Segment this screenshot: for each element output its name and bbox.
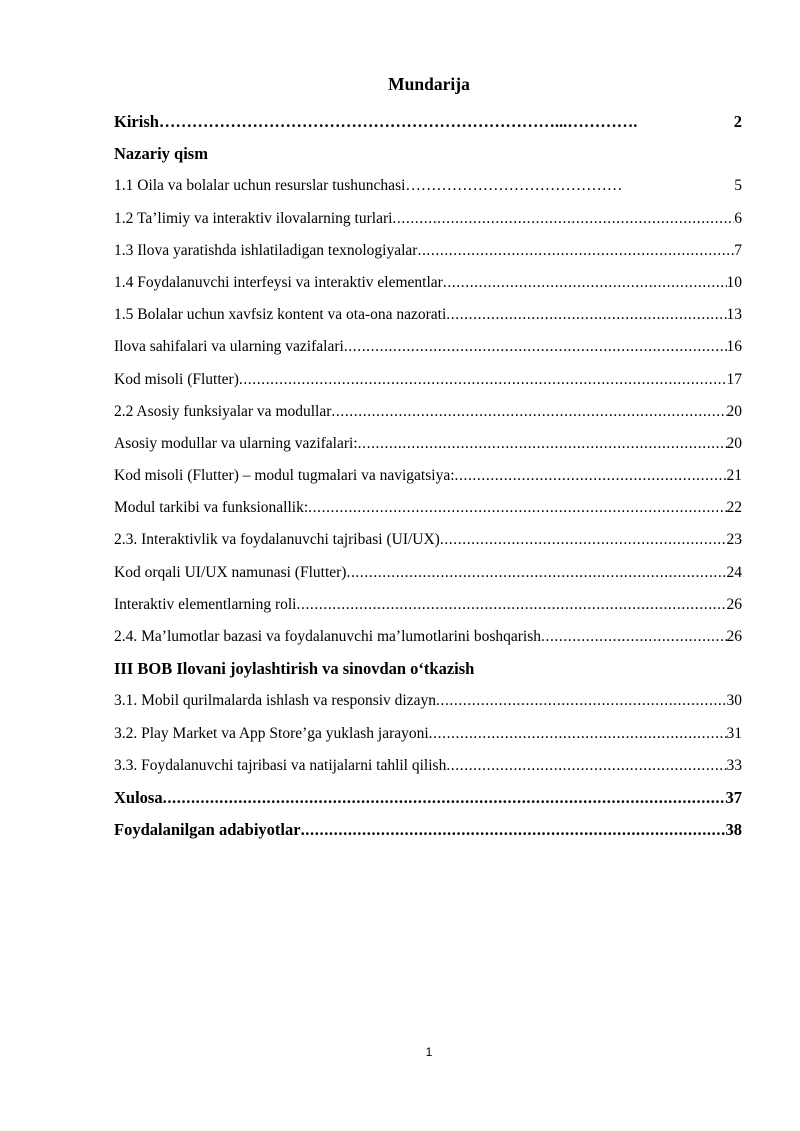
toc-entry-page: 2: [733, 112, 742, 131]
toc-entry-label: Kod misoli (Flutter) – modul tugmalari va navigatsiya:: [114, 467, 455, 485]
toc-entry[interactable]: [114, 299, 742, 331]
toc-entry[interactable]: [114, 170, 742, 202]
toc-dot-leader: [344, 331, 727, 363]
toc-entry-page: 6: [734, 209, 742, 227]
toc-entry[interactable]: [114, 524, 742, 556]
toc-entry[interactable]: [114, 460, 742, 492]
toc-entry-page: 23: [726, 531, 742, 549]
toc-entry-label: III BOB Ilovani joylashtirish va sinovdan o‘tkazish: [114, 659, 475, 679]
toc-entry[interactable]: [114, 782, 742, 814]
toc-dot-leader: [417, 235, 734, 267]
toc-entry-label: Modul tarkibi va funksionallik:: [114, 499, 309, 517]
toc-entry-page: 38: [725, 820, 742, 840]
toc-dot-leader: [358, 428, 727, 460]
toc-entry-page: 5: [734, 177, 742, 195]
toc-entry-label: Foydalanilgan adabiyotlar: [114, 820, 301, 840]
toc-entry[interactable]: [114, 492, 742, 524]
toc-entry-page: 13: [726, 306, 742, 324]
toc-dot-leader: [455, 460, 727, 492]
toc-entry[interactable]: [114, 557, 742, 589]
toc-entry-page: 30: [726, 692, 742, 710]
toc-dot-leader: [446, 750, 726, 782]
toc-entry[interactable]: [114, 331, 742, 363]
toc-entry[interactable]: [114, 428, 742, 460]
toc-entry-label: 2.3. Interaktivlik va foydalanuvchi tajribasi (UI/UX): [114, 531, 440, 549]
table-of-contents: [114, 106, 742, 846]
toc-entry[interactable]: [114, 653, 742, 685]
toc-entry-label: 1.4 Foydalanuvchi interfeysi va interaktiv elementlar: [114, 273, 443, 291]
toc-entry-page: 24: [726, 563, 742, 581]
toc-entry-page: 22: [726, 499, 742, 517]
toc-entry-page: 20: [726, 402, 742, 420]
toc-entry[interactable]: [114, 685, 742, 717]
page-title: Mundarija: [388, 74, 470, 94]
toc-entry-page: 26: [726, 595, 742, 613]
toc-entry-page: 20: [726, 434, 742, 452]
toc-dot-leader: [541, 621, 727, 653]
toc-dot-leader: [429, 718, 727, 750]
toc-dot-leader: [301, 814, 726, 846]
toc-entry-label: 1.5 Bolalar uchun xavfsiz kontent va ota-ona nazorati: [114, 306, 447, 324]
toc-entry-label: 1.3 Ilova yaratishda ishlatiladigan texnologiyalar: [114, 241, 418, 259]
toc-dot-leader: [346, 557, 726, 589]
toc-dot-leader: [163, 782, 726, 814]
toc-entry-label: Kirish………………………………………………………………...………….: [114, 112, 638, 131]
toc-entry-label: 3.3. Foydalanuvchi tajribasi va natijalarni tahlil qilish: [114, 756, 447, 774]
toc-entry-label: Interaktiv elementlarning roli: [114, 595, 297, 613]
toc-entry-label: Ilova sahifalari va ularning vazifalari: [114, 338, 344, 356]
toc-entry-label: 2.4. Ma’lumotlar bazasi va foydalanuvchi ma’lumotlarini boshqarish: [114, 628, 541, 645]
toc-entry[interactable]: [114, 364, 742, 396]
toc-entry[interactable]: [114, 589, 742, 621]
toc-entry-label: 2.2 Asosiy funksiyalar va modullar: [114, 402, 332, 420]
toc-entry-page: 16: [726, 338, 742, 356]
toc-dot-leader: [239, 364, 727, 396]
toc-entry-label: Kod misoli (Flutter): [114, 370, 239, 388]
toc-entry[interactable]: [114, 203, 742, 235]
toc-entry-page: 37: [725, 787, 742, 807]
toc-entry[interactable]: [114, 235, 742, 267]
toc-entry-label: 3.1. Mobil qurilmalarda ishlash va responsiv dizayn: [114, 692, 436, 710]
toc-entry[interactable]: [114, 396, 742, 428]
toc-entry[interactable]: [114, 718, 742, 750]
toc-entry[interactable]: [114, 814, 742, 846]
toc-dot-leader: [297, 589, 727, 621]
toc-entry-label: Nazariy qism: [114, 144, 208, 164]
toc-entry-label: 1.1 Oila va bolalar uchun resurslar tushunchasi……………………………………: [114, 177, 623, 195]
toc-dot-leader: [436, 685, 727, 717]
toc-entry[interactable]: [114, 750, 742, 782]
toc-dot-leader: [392, 203, 734, 235]
toc-entry-label: 1.2 Ta’limiy va interaktiv ilovalarning turlari: [114, 209, 393, 227]
toc-entry-label: Asosiy modullar va ularning vazifalari:: [114, 434, 358, 452]
toc-entry-page: 10: [726, 273, 742, 291]
page-number: 1: [425, 1045, 433, 1059]
toc-entry-label: Kod orqali UI/UX namunasi (Flutter): [114, 563, 347, 581]
toc-entry-page: 26: [726, 628, 742, 645]
toc-dot-leader: [446, 299, 726, 331]
toc-entry[interactable]: [114, 106, 742, 138]
toc-dot-leader: [331, 396, 726, 428]
toc-entry-page: 7: [734, 241, 742, 259]
toc-dot-leader: [443, 267, 727, 299]
toc-entry-label: Xulosa: [114, 787, 163, 807]
toc-entry[interactable]: [114, 138, 742, 170]
toc-dot-leader: [308, 492, 726, 524]
toc-entry-page: 21: [726, 467, 742, 485]
toc-dot-leader: [440, 524, 727, 556]
toc-entry-page: 33: [726, 756, 742, 774]
toc-entry-page: 17: [726, 370, 742, 388]
toc-entry[interactable]: [114, 267, 742, 299]
toc-entry-label: 3.2. Play Market va App Store’ga yuklash jarayoni: [114, 724, 429, 742]
toc-entry-page: 31: [726, 724, 742, 742]
toc-entry[interactable]: [114, 621, 742, 653]
